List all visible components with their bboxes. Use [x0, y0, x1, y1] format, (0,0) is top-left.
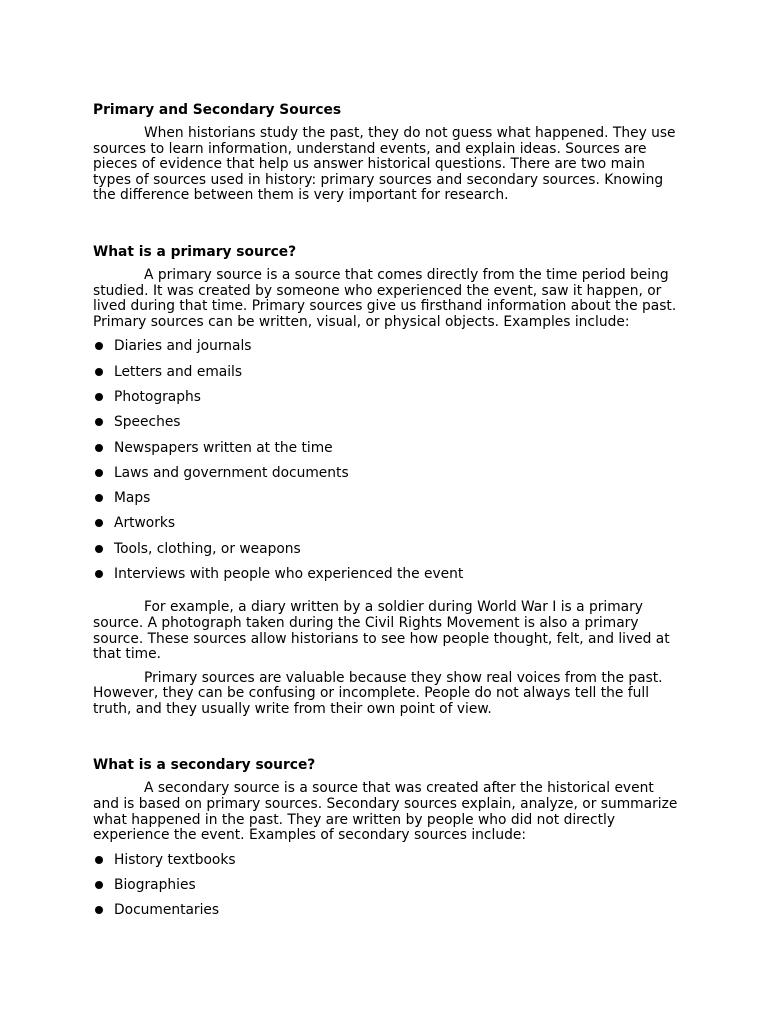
section-spacer [93, 212, 683, 243]
list-item [93, 541, 683, 566]
primary-value-paragraph: Primary sources are valuable because they show real voices from the past. However, they can be confusing or incomplete. People do not always tell the full truth, and they usually write from their own point of view. [93, 669, 663, 717]
bullet-icon [95, 545, 103, 553]
bullet-icon [95, 469, 103, 477]
bullet-icon [95, 393, 103, 401]
section-spacer [93, 725, 683, 756]
list-item-text: Speeches [114, 414, 181, 431]
list-item [93, 465, 683, 490]
list-item [93, 515, 683, 540]
list-item-text: Interviews with people who experienced the event [114, 566, 464, 583]
list-item [93, 389, 683, 414]
bullet-icon [95, 418, 103, 426]
intro-paragraph: When historians study the past, they do not guess what happened. They use sources to learn information, understand events, and explain ideas. Sources are pieces of evidence that help us answer historical questions. There are two main types of sources used in history: primary sources and secondary sources. Knowing the difference between them is very important for research. [93, 125, 676, 204]
list-item [93, 877, 683, 902]
bullet-icon [95, 570, 103, 578]
list-item [93, 852, 683, 877]
bullet-icon [95, 856, 103, 864]
list-item [93, 902, 683, 927]
list-item-text: Diaries and journals [114, 338, 252, 355]
list-item-text: Tools, clothing, or weapons [114, 540, 301, 557]
secondary-definition-paragraph: A secondary source is a source that was created after the historical event and is based on primary sources. Secondary sources explain, analyze, or summarize what happened in the past. They are written by people who did not directly experience the event. Examples of secondary sources include: [93, 780, 678, 844]
list-item [93, 338, 683, 363]
list-item [93, 414, 683, 439]
secondary-heading: What is a secondary source? [93, 757, 316, 774]
document-title: Primary and Secondary Sources [93, 102, 342, 118]
list-item-text: Newspapers written at the time [114, 439, 333, 456]
bullet-icon [95, 494, 103, 502]
bullet-icon [95, 444, 103, 452]
list-item [93, 566, 683, 591]
bullet-icon [95, 906, 103, 914]
primary-definition-paragraph: A primary source is a source that comes directly from the time period being studied. It was created by someone who experienced the event, saw it happen, or lived during that time. Primary sources give us firsthand information about the past. Primary sources can be written, visual, or physical objects. Examples include: [93, 266, 677, 330]
list-item [93, 490, 683, 515]
secondary-examples-list [93, 852, 683, 928]
list-item [93, 440, 683, 465]
list-item-text: History textbooks [114, 851, 236, 868]
list-item-text: Documentaries [114, 902, 220, 919]
list-item-text: Maps [114, 490, 151, 507]
bullet-icon [95, 368, 103, 376]
primary-heading: What is a primary source? [93, 243, 297, 260]
list-item-text: Artworks [114, 515, 176, 532]
list-item-text: Photographs [114, 388, 201, 405]
bullet-icon [95, 519, 103, 527]
primary-examples-list [93, 338, 683, 591]
list-item-text: Letters and emails [114, 363, 243, 380]
list-item-text: Laws and government documents [114, 464, 349, 481]
primary-example-paragraph: For example, a diary written by a soldier during World War I is a primary source. A photograph taken during the Civil Rights Movement is also a primary source. These sources allow historians to see how people thought, felt, and lived at that time. [93, 599, 670, 663]
bullet-icon [95, 881, 103, 889]
list-item [93, 364, 683, 389]
bullet-icon [95, 342, 103, 350]
list-item-text: Biographies [114, 877, 196, 894]
document-page [93, 101, 683, 937]
